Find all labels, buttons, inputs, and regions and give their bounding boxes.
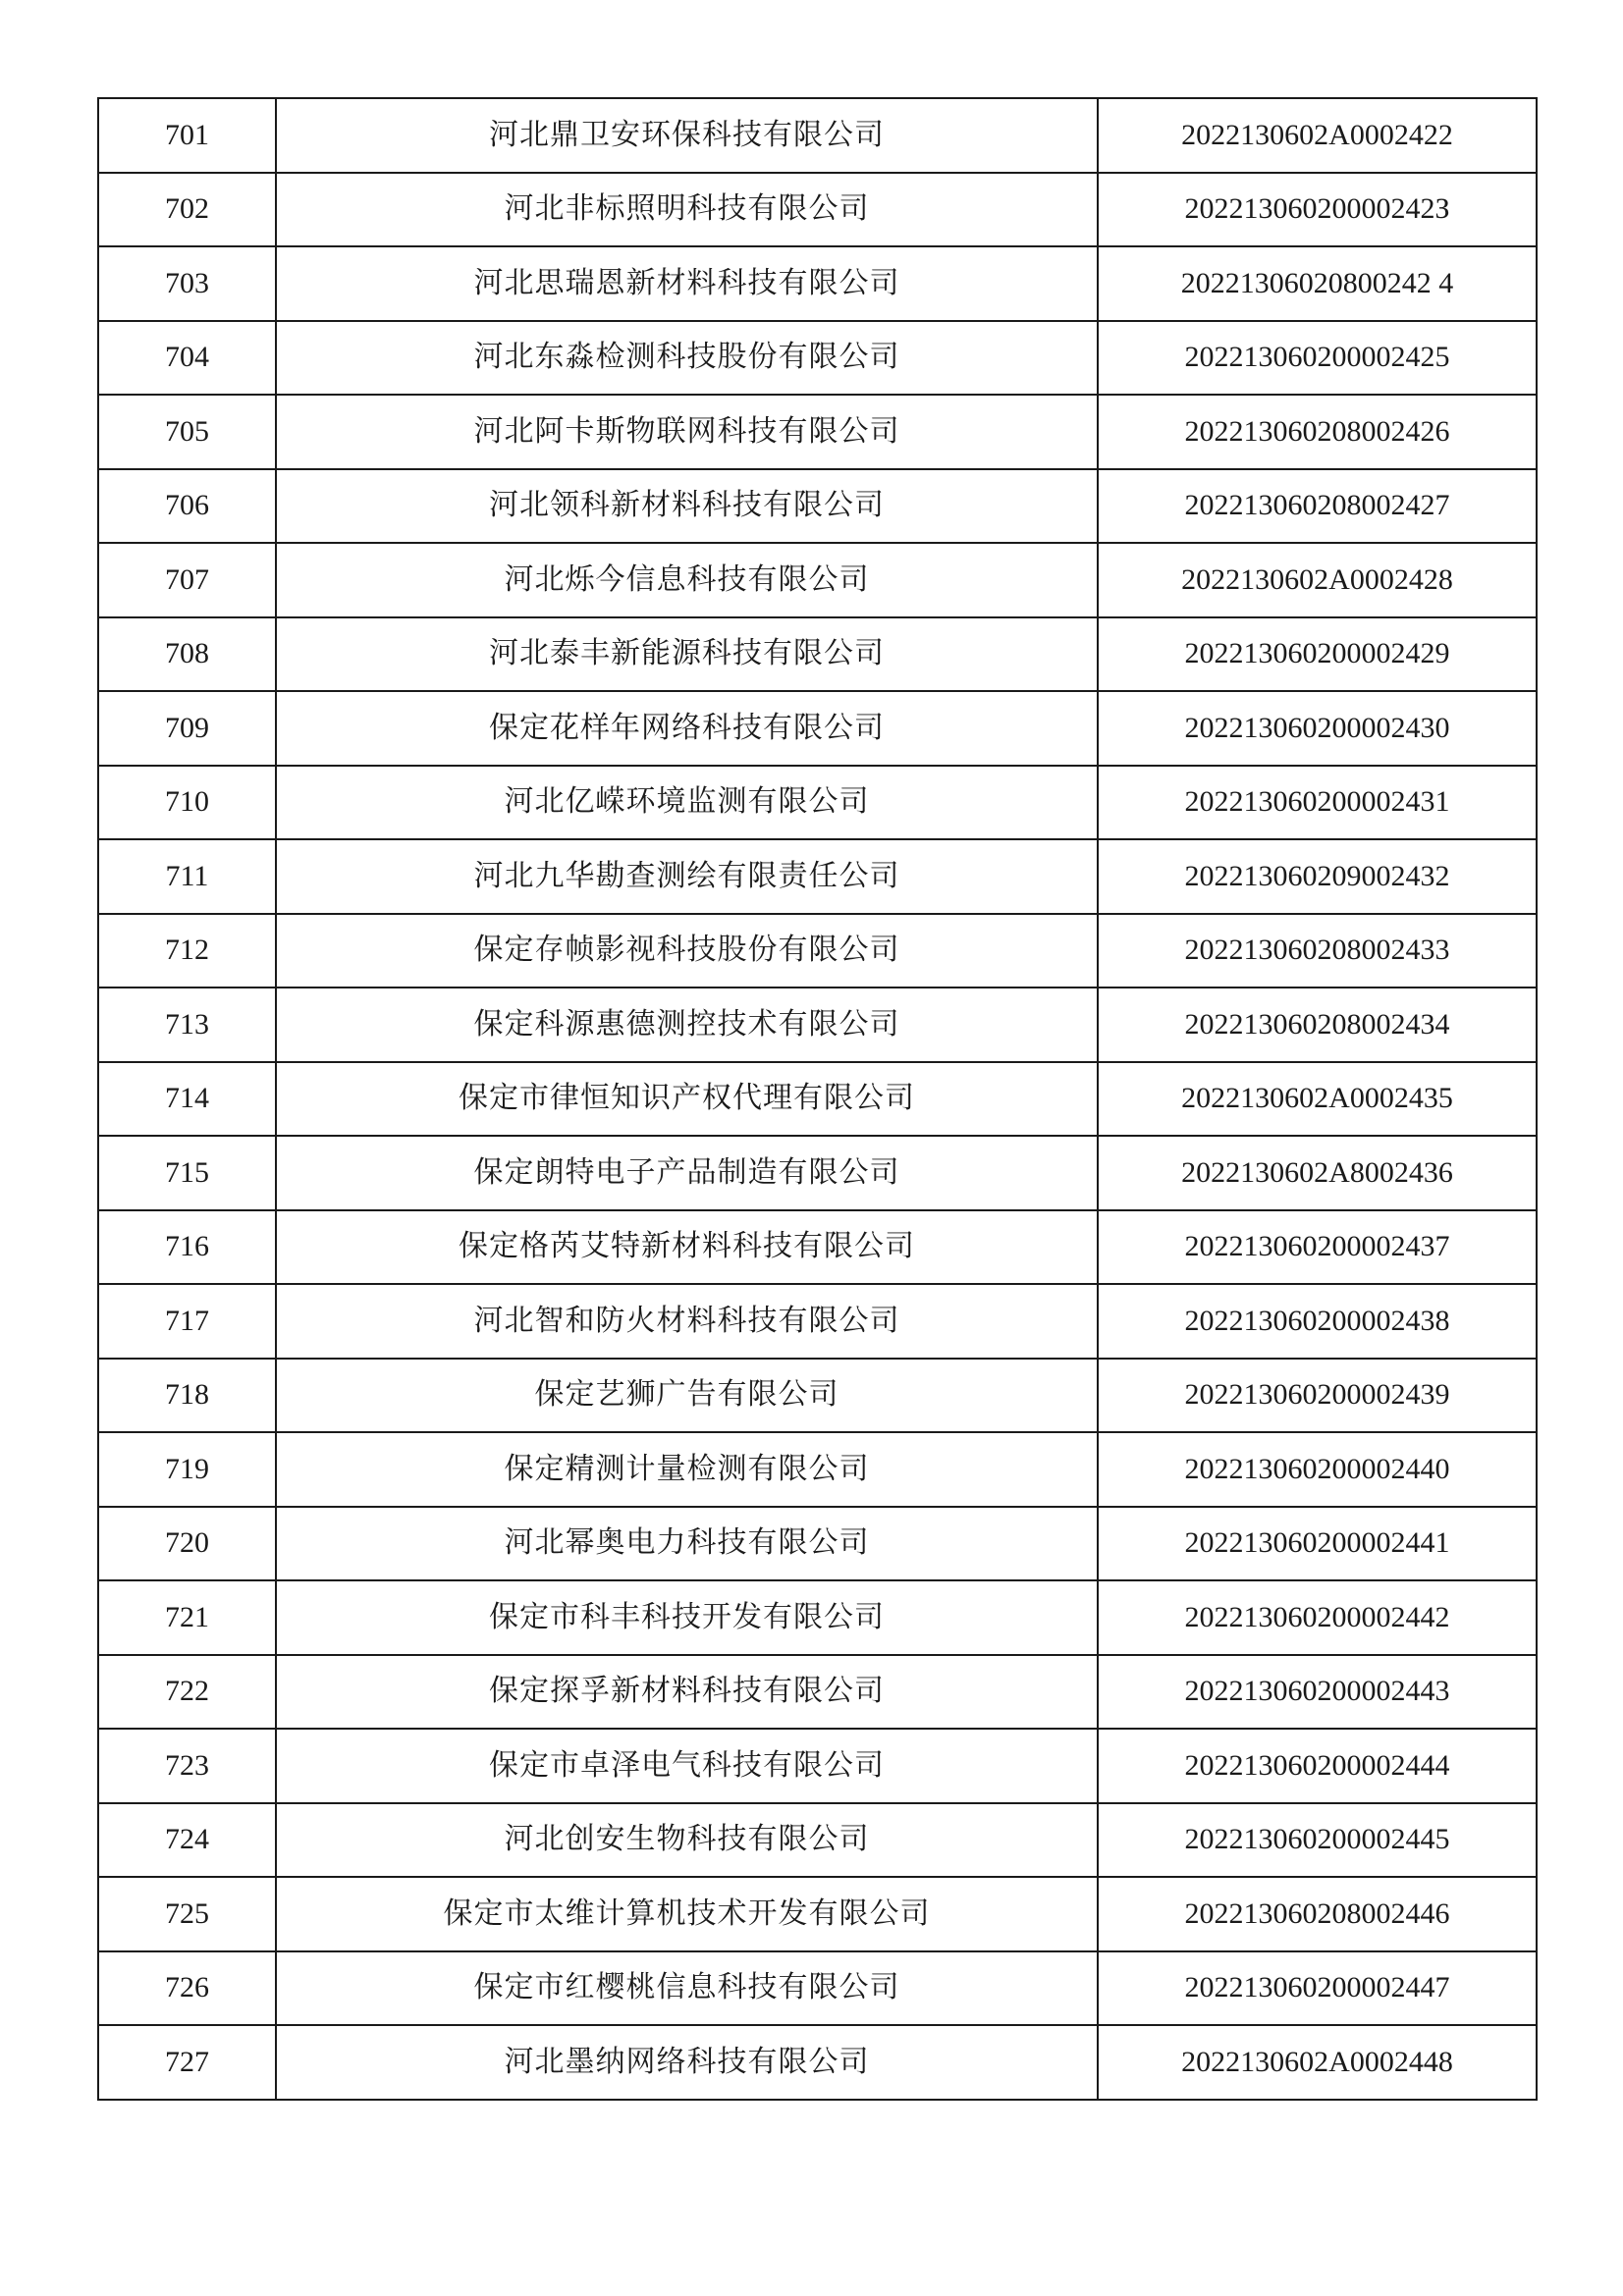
row-number: 720 <box>98 1507 276 1581</box>
row-number: 701 <box>98 98 276 173</box>
registration-code: 202213060200002438 <box>1098 1284 1537 1359</box>
company-name: 河北亿嵘环境监测有限公司 <box>276 766 1098 840</box>
row-number: 702 <box>98 173 276 247</box>
table-row <box>98 1877 1537 1951</box>
company-name: 河北创安生物科技有限公司 <box>276 1803 1098 1878</box>
row-number: 706 <box>98 469 276 544</box>
registration-code: 20221306020800242 4 <box>1098 246 1537 321</box>
company-name: 保定艺狮广告有限公司 <box>276 1359 1098 1433</box>
company-name: 保定市卓泽电气科技有限公司 <box>276 1729 1098 1803</box>
table-row <box>98 691 1537 766</box>
company-name: 河北墨纳网络科技有限公司 <box>276 2025 1098 2100</box>
company-name: 河北思瑞恩新材料科技有限公司 <box>276 246 1098 321</box>
table-row <box>98 914 1537 988</box>
registration-code: 20221306020000242З <box>1098 173 1537 247</box>
row-number: 703 <box>98 246 276 321</box>
company-name: 保定花样年网络科技有限公司 <box>276 691 1098 766</box>
company-name: 河北鼎卫安环保科技有限公司 <box>276 98 1098 173</box>
row-number: 716 <box>98 1210 276 1285</box>
registration-code: 2022130602A0002435 <box>1098 1062 1537 1137</box>
company-name: 河北阿卡斯物联网科技有限公司 <box>276 395 1098 469</box>
table-row <box>98 543 1537 617</box>
registration-code: 202213060208002446 <box>1098 1877 1537 1951</box>
table-row <box>98 766 1537 840</box>
registration-code: 202213060200002430 <box>1098 691 1537 766</box>
company-name: 河北九华勘查测绘有限责任公司 <box>276 839 1098 914</box>
row-number: 713 <box>98 988 276 1062</box>
row-number: 726 <box>98 1951 276 2026</box>
registration-code: 202213060200002431 <box>1098 766 1537 840</box>
table-row <box>98 246 1537 321</box>
registration-code: 2022130602A8002436 <box>1098 1136 1537 1210</box>
table-row <box>98 173 1537 247</box>
row-number: 718 <box>98 1359 276 1433</box>
row-number: 725 <box>98 1877 276 1951</box>
registration-code: 202213060200002425 <box>1098 321 1537 396</box>
registration-code: 202213060208002426 <box>1098 395 1537 469</box>
registration-code: 202213060200002447 <box>1098 1951 1537 2026</box>
company-name: 河北智和防火材料科技有限公司 <box>276 1284 1098 1359</box>
company-name: 保定市太维计算机技术开发有限公司 <box>276 1877 1098 1951</box>
table-row <box>98 1284 1537 1359</box>
row-number: 722 <box>98 1655 276 1730</box>
registration-code: 202213060200002444 <box>1098 1729 1537 1803</box>
row-number: 708 <box>98 617 276 692</box>
table-row <box>98 1062 1537 1137</box>
company-name: 保定朗特电子产品制造有限公司 <box>276 1136 1098 1210</box>
table-row <box>98 98 1537 173</box>
company-name: 河北泰丰新能源科技有限公司 <box>276 617 1098 692</box>
table-body <box>98 98 1537 2100</box>
registration-code: 2022130602A0002428 <box>1098 543 1537 617</box>
row-number: 723 <box>98 1729 276 1803</box>
registration-code: 202213060200002439 <box>1098 1359 1537 1433</box>
row-number: 727 <box>98 2025 276 2100</box>
table-row <box>98 1580 1537 1655</box>
company-name: 保定探孚新材料科技有限公司 <box>276 1655 1098 1730</box>
company-name: 保定市律恒知识产权代理有限公司 <box>276 1062 1098 1137</box>
registration-code: 2022130602A0002422 <box>1098 98 1537 173</box>
row-number: 704 <box>98 321 276 396</box>
registration-code: 202213060200002445 <box>1098 1803 1537 1878</box>
row-number: 714 <box>98 1062 276 1137</box>
row-number: 710 <box>98 766 276 840</box>
table-row <box>98 395 1537 469</box>
table-row <box>98 1507 1537 1581</box>
registration-code: 2022130602A0002448 <box>1098 2025 1537 2100</box>
registration-code: 202213060200002443 <box>1098 1655 1537 1730</box>
row-number: 709 <box>98 691 276 766</box>
table-row <box>98 617 1537 692</box>
company-name: 保定格芮艾特新材料科技有限公司 <box>276 1210 1098 1285</box>
company-name: 保定科源惠德测控技术有限公司 <box>276 988 1098 1062</box>
table-row <box>98 469 1537 544</box>
registration-code: 202213060200002429 <box>1098 617 1537 692</box>
company-name: 河北烁今信息科技有限公司 <box>276 543 1098 617</box>
table-row <box>98 321 1537 396</box>
row-number: 705 <box>98 395 276 469</box>
table-row <box>98 1729 1537 1803</box>
row-number: 719 <box>98 1432 276 1507</box>
company-name: 保定存帧影视科技股份有限公司 <box>276 914 1098 988</box>
row-number: 712 <box>98 914 276 988</box>
row-number: 724 <box>98 1803 276 1878</box>
registration-code: 202213060208002434 <box>1098 988 1537 1062</box>
registration-code: 202213060209002432 <box>1098 839 1537 914</box>
company-name: 河北幂奥电力科技有限公司 <box>276 1507 1098 1581</box>
table-row <box>98 1359 1537 1433</box>
row-number: 707 <box>98 543 276 617</box>
registration-code: 202213060200002442 <box>1098 1580 1537 1655</box>
row-number: 721 <box>98 1580 276 1655</box>
company-name: 河北东淼检测科技股份有限公司 <box>276 321 1098 396</box>
company-name: 保定精测计量检测有限公司 <box>276 1432 1098 1507</box>
row-number: 711 <box>98 839 276 914</box>
registration-code: 202213060208002427 <box>1098 469 1537 544</box>
company-name: 河北非标照明科技有限公司 <box>276 173 1098 247</box>
table-row <box>98 1655 1537 1730</box>
row-number: 715 <box>98 1136 276 1210</box>
table-row <box>98 2025 1537 2100</box>
registration-code: 202213060200002437 <box>1098 1210 1537 1285</box>
table-row <box>98 1432 1537 1507</box>
registration-code: 202213060208002433 <box>1098 914 1537 988</box>
table-row <box>98 988 1537 1062</box>
table-row <box>98 1803 1537 1878</box>
table-row <box>98 1136 1537 1210</box>
table-row <box>98 839 1537 914</box>
registration-code: 202213060200002440 <box>1098 1432 1537 1507</box>
table-row <box>98 1951 1537 2026</box>
company-registry-table <box>97 97 1538 2101</box>
company-name: 河北领科新材料科技有限公司 <box>276 469 1098 544</box>
registration-code: 202213060200002441 <box>1098 1507 1537 1581</box>
company-name: 保定市红樱桃信息科技有限公司 <box>276 1951 1098 2026</box>
row-number: 717 <box>98 1284 276 1359</box>
company-name: 保定市科丰科技开发有限公司 <box>276 1580 1098 1655</box>
table-row <box>98 1210 1537 1285</box>
